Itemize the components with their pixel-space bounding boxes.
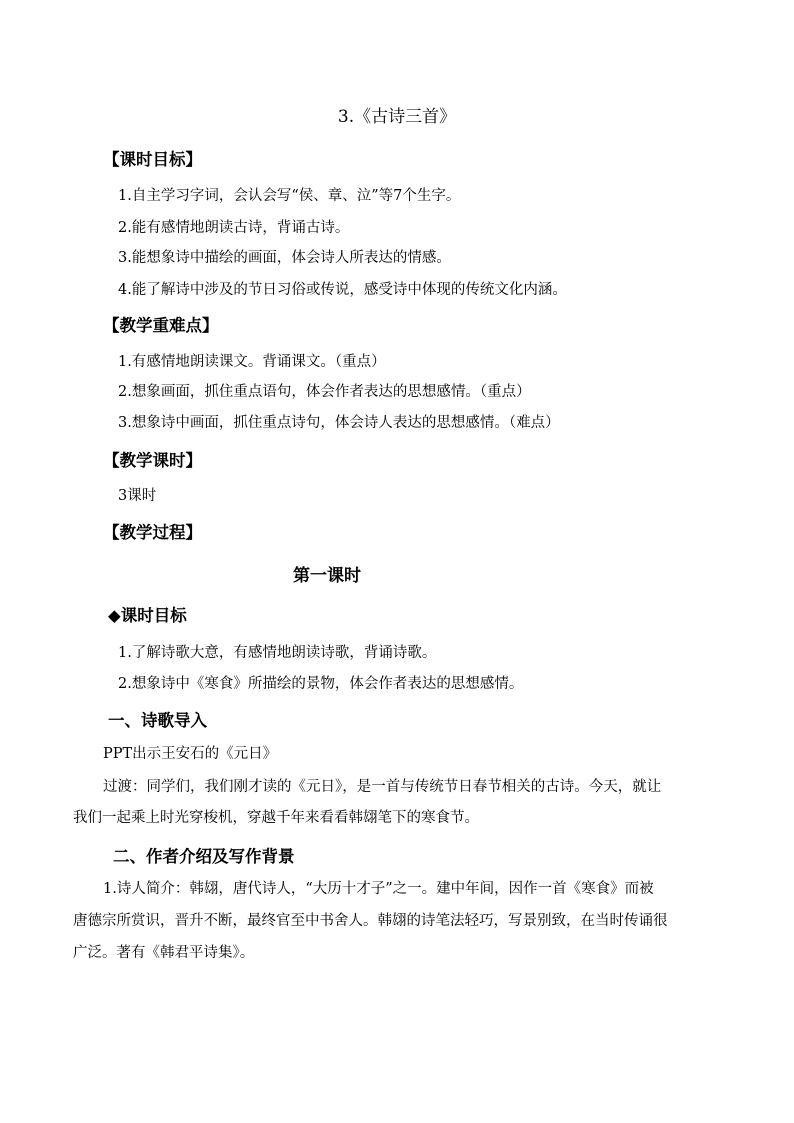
section-heading: 二、作者介绍及写作背景 bbox=[113, 847, 295, 866]
objective-item: 4.能了解诗中涉及的节日习俗或传说，感受诗中体现的传统文化内涵。 bbox=[118, 282, 567, 298]
paragraph-line: 过渡：同学们，我们刚才读的《元日》，是一首与传统节日春节相关的古诗。今天，就让 bbox=[103, 779, 662, 795]
objective-item: 1.自主学习字词，会认会写“侯、章、泣”等7个生字。 bbox=[118, 188, 461, 204]
key-point-item: 2.想象画面，抓住重点语句，体会作者表达的思想感情。（重点） bbox=[118, 384, 531, 400]
key-points-heading: 【教学重难点】 bbox=[103, 316, 219, 335]
paragraph-line: 唐德宗所赏识，晋升不断，最终官至中书舍人。韩翃的诗笔法轻巧，写景别致，在当时传诵很 bbox=[73, 913, 668, 929]
lesson-objective-item: 1.了解诗歌大意，有感情地朗读诗歌，背诵诗歌。 bbox=[118, 645, 437, 661]
paragraph-line: PPT出示王安石的《元日》 bbox=[103, 746, 278, 762]
objectives-heading: 【课时目标】 bbox=[103, 150, 202, 169]
objective-item: 3.能想象诗中描绘的画面，体会诗人所表达的情感。 bbox=[118, 250, 451, 266]
hours-heading: 【教学课时】 bbox=[103, 451, 202, 470]
paragraph-line: 1.诗人简介：韩翃，唐代诗人，“大历十才子”之一。建中年间，因作一首《寒食》而被 bbox=[103, 881, 654, 897]
page-title: 3.《古诗三首》 bbox=[337, 107, 457, 127]
section-heading: 一、诗歌导入 bbox=[108, 711, 207, 730]
hours-value: 3课时 bbox=[118, 488, 157, 504]
process-heading: 【教学过程】 bbox=[103, 523, 202, 542]
paragraph-line: 广泛。著有《韩君平诗集》。 bbox=[73, 945, 255, 961]
key-point-item: 3.想象诗中画面，抓住重点诗句，体会诗人表达的思想感情。（难点） bbox=[118, 415, 560, 431]
objective-item: 2.能有感情地朗读古诗，背诵古诗。 bbox=[118, 220, 350, 236]
paragraph-line: 我们一起乘上时光穿梭机，穿越千年来看看韩翃笔下的寒食节。 bbox=[73, 810, 479, 826]
lesson-objective-item: 2.想象诗中《寒食》所描绘的景物，体会作者表达的思想感情。 bbox=[118, 676, 524, 692]
lesson-objectives-heading: ◆课时目标 bbox=[108, 606, 187, 625]
key-point-item: 1.有感情地朗读课文。背诵课文。（重点） bbox=[118, 354, 386, 370]
lesson-title: 第一课时 bbox=[293, 566, 361, 586]
